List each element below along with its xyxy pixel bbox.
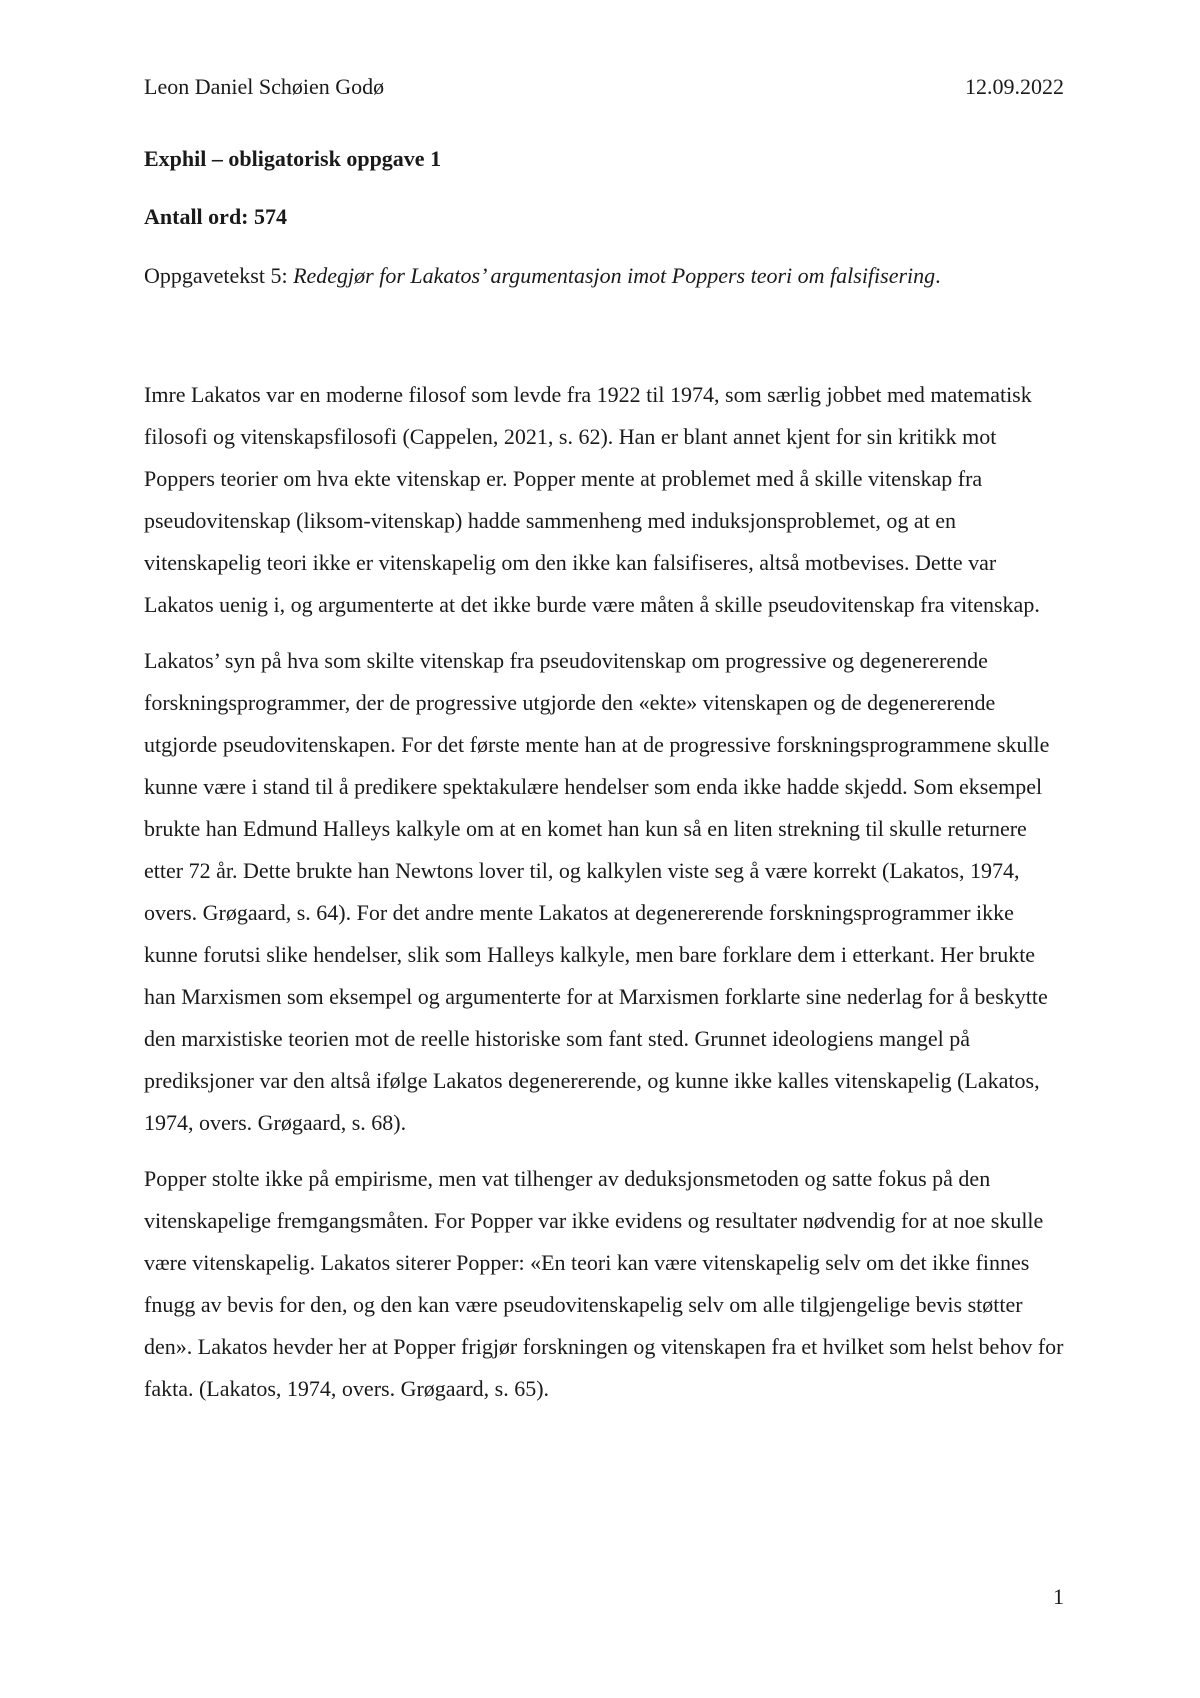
task-end: . — [935, 263, 941, 288]
paragraph-3: Popper stolte ikke på empirisme, men vat tilhenger av deduksjonsmetoden og satte fokus på den vitenskapelige fremgangsmåten. For Popper var ikke evidens og resultater nødvendig for at noe skulle være vitenskapelig. Lakatos siterer Popper: «En teori kan være vitenskapelig selv om det ikke finnes fnugg av bevis for den, og den kan være pseudovitenskapelig selv om alle tilgjengelige bevis støtter den». Lakatos hevder her at Popper frigjør forskningen og vitenskapen fra et hvilket som helst behov for fakta. (Lakatos, 1974, overs. Grøgaard, s. 65). — [144, 1166, 1064, 1401]
task-statement — [144, 261, 941, 291]
paragraph-2: Lakatos’ syn på hva som skilte vitenskap fra pseudovitenskap om progressive og degenererende forskningsprogrammer, der de progressive utgjorde den «ekte» vitenskapen og de degenererende utgjorde pseudovitenskapen. For det første mente han at de progressive forskningsprogrammene skulle kunne være i stand til å predikere spektakulære hendelser som enda ikke hadde skjedd. Som eksempel brukte han Edmund Halleys kalkyle om at en komet han kun så en liten strekning til skulle returnere etter 72 år. Dette brukte han Newtons lover til, og kalkylen viste seg å være korrekt (Lakatos, 1974, overs. Grøgaard, s. 64). For det andre mente Lakatos at degenererende forskningsprogrammer ikke kunne forutsi slike hendelser, slik som Halleys kalkyle, men bare forklare dem i etterkant. Her brukte han Marxismen som eksempel og argumenterte for at Marxismen forklarte sine nederlag for å beskytte den marxistiske teorien mot de reelle historiske som fant sted. Grunnet ideologiens mangel på prediksjoner var den altså ifølge Lakatos degenererende, og kunne ikke kalles vitenskapelig (Lakatos, 1974, overs. Grøgaard, s. 68). — [144, 648, 1050, 1135]
page-number: 1 — [1053, 1584, 1064, 1609]
word-count: Antall ord: 574 — [144, 204, 287, 229]
document-date: 12.09.2022 — [965, 74, 1064, 99]
essay-body — [144, 374, 1064, 1424]
task-text: Redegjør for Lakatos’ argumentasjon imot Poppers teori om falsifisering — [293, 263, 936, 288]
paragraph-1: Imre Lakatos var en moderne filosof som levde fra 1922 til 1974, som særlig jobbet med matematisk filosofi og vitenskapsfilosofi (Cappelen, 2021, s. 62). Han er blant annet kjent for sin kritikk mot Poppers teorier om hva ekte vitenskap er. Popper mente at problemet med å skille vitenskap fra pseudovitenskap (liksom-vitenskap) hadde sammenheng med induksjonsproblemet, og at en vitenskapelig teori ikke er vitenskapelig om den ikke kan falsifiseres, altså motbevises. Dette var Lakatos uenig i, og argumenterte at det ikke burde være måten å skille pseudovitenskap fra vitenskap. — [144, 382, 1040, 617]
document-title: Exphil – obligatorisk oppgave 1 — [144, 146, 442, 171]
task-label: Oppgavetekst 5: — [144, 263, 294, 288]
page-header — [144, 72, 1064, 102]
author-name: Leon Daniel Schøien Godø — [144, 74, 385, 99]
